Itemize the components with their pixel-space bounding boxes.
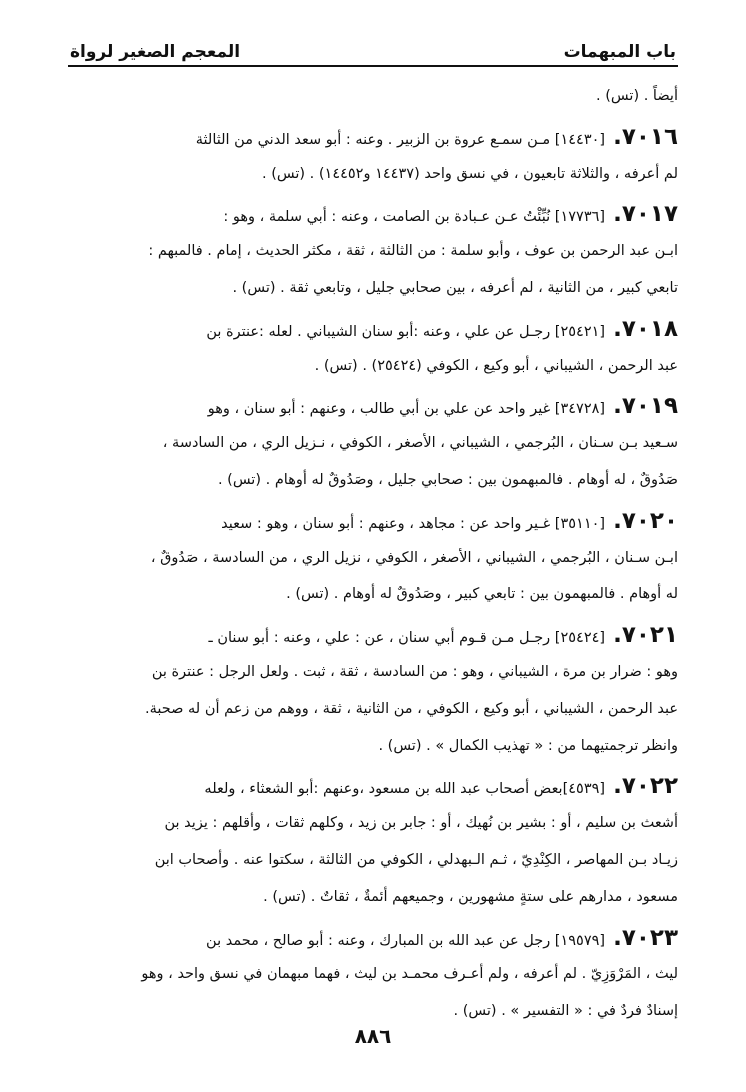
line-text: لم أعرفه ، والثلاثة تابعيون ، في نسق واحد (١٤٤٣٧ و١٤٤٥٢) . (تس) .: [261, 165, 678, 182]
text-line: [68, 78, 678, 115]
text-line: [68, 425, 678, 462]
text-line: [68, 576, 678, 613]
line-text: سـعيد بـن سـنان ، البُرجمي ، الشيباني ، الأصغر ، الكوفي ، نـزيل الري ، من السادسة ،: [162, 435, 678, 452]
entry-first-line: [68, 119, 678, 156]
line-text: إسنادٌ فردٌ في : « التفسير » . (تس) .: [453, 1003, 678, 1020]
entry-first-line: [68, 388, 678, 425]
entry-first-line: [68, 617, 678, 654]
text-line: [68, 233, 678, 270]
entry-number: ٧٠١٦.: [613, 123, 678, 150]
line-text: له أوهام . فالمبهمون بين : تابعي كبير ، وصَدُوقٌ له أوهام . (تس) .: [286, 586, 678, 603]
entry-first-line: [68, 503, 678, 540]
text-line: [68, 462, 678, 499]
text-line: [68, 654, 678, 691]
line-text: عبد الرحمن ، الشيباني ، أبو وكيع ، الكوفي ، من الثانية ، ثقة ، ووهم من زعم أن له صحبة.: [144, 700, 678, 717]
entry-number: ٧٠١٨.: [613, 315, 678, 342]
line-text: ابـن عبد الرحمن بن عوف ، وأبو سلمة : من الثالثة ، ثقة ، مكثر الحديث ، إمام . فالمبهم :: [148, 243, 678, 260]
line-text: زيـاد بـن المهاصر ، الكِنْدِيّ ، ثـم الـبهدلي ، الكوفي من الثالثة ، سكتوا عنه . وأصحاب ابن: [154, 851, 678, 868]
line-text: [٣٤٧٢٨] غير واحد عن علي بن أبي طالب ، وعنهم : أبو سنان ، وهو: [207, 401, 606, 418]
page-header: [70, 34, 676, 62]
text-line: [68, 348, 678, 385]
text-line: [68, 728, 678, 765]
line-text: ليث ، المَرْوَزِيّ . لم أعرفه ، ولم أعـرف محمـد بن ليث ، فهما مبهمان في نسق واحد ، وهو: [141, 966, 678, 983]
line-text: عبد الرحمن ، الشيباني ، أبو وكيع ، الكوفي (٢٥٤٢٤) . (تس) .: [314, 357, 678, 374]
text-line: [68, 540, 678, 577]
line-text: أشعث بن سليم ، أو : بشير بن نُهيك ، أو : جابر بن زيد ، وكلهم ثقات ، وأقلهم : يزيد بن: [164, 815, 678, 832]
text-line: [68, 842, 678, 879]
line-text: [٢٥٤٢٤] رجـل مـن قـوم أبي سنان ، عن : علي ، وعنه : أبو سنان ـ: [208, 630, 606, 647]
entry-first-line: [68, 311, 678, 348]
line-text: [٤٥٣٩]بعض أصحاب عبد الله بن مسعود ،وعنهم :أبو الشعثاء ، ولعله: [204, 781, 606, 798]
line-text: وانظر ترجمتيهما من : « تهذيب الكمال » . (تس) .: [378, 737, 678, 754]
line-text: تابعي كبير ، من الثانية ، لم أعرفه ، بين صحابي جليل ، وتابعي ثقة . (تس) .: [232, 279, 678, 296]
text-line: [68, 270, 678, 307]
text-line: [68, 805, 678, 842]
entry-first-line: [68, 920, 678, 957]
line-text: [١٤٤٣٠] مـن سمـع عروة بن الزبير . وعنه : أبو سعد الدني من الثالثة: [195, 131, 606, 148]
text-line: [68, 156, 678, 193]
text-line: [68, 879, 678, 916]
line-text: أيضاً . (تس) .: [596, 88, 678, 104]
line-text: [٣٥١١٠] غـير واحد عن : مجاهد ، وعنهم : أبو سنان ، وهو : سعيد: [221, 515, 606, 532]
entry-number: ٧٠٢١.: [613, 622, 678, 649]
entry-number: ٧٠١٩.: [613, 393, 678, 420]
line-text: صَدُوقٌ ، له أوهام . فالمبهمون بين : صحابي جليل ، وصَدُوقٌ له أوهام . (تس) .: [217, 471, 678, 488]
entry-number: ٧٠٢٢.: [613, 773, 678, 800]
header-rule: [68, 65, 678, 67]
line-text: [٢٥٤٢١] رجـل عن علي ، وعنه :أبو سنان الشيباني . لعله :عنترة بن: [206, 323, 606, 340]
entry-first-line: [68, 768, 678, 805]
line-text: [١٩٥٧٩] رجل عن عبد الله بن المبارك ، وعنه : أبو صالح ، محمد بن: [206, 932, 606, 949]
line-text: ابـن سـنان ، البُرجمي ، الشيباني ، الأصغر ، الكوفي ، نزيل الري ، من السادسة ، صَدُوقٌ ،: [150, 549, 678, 566]
chapter-title: باب المبهمات: [563, 42, 676, 62]
entry-number: ٧٠٢٠.: [613, 507, 678, 534]
text-line: [68, 691, 678, 728]
entry-number: ٧٠٢٣.: [613, 924, 678, 951]
line-text: مسعود ، مدارهم على ستةٍ مشهورين ، وجميعهم أئمةٌ ، ثقاتٌ . (تس) .: [263, 888, 678, 905]
book-title: المعجم الصغير لرواة: [70, 42, 241, 62]
entry-number: ٧٠١٧.: [613, 201, 678, 228]
line-text: [١٧٧٣٦] نُبِّئْتُ عـن عـبادة بن الصامت ، وعنه : أبي سلمة ، وهو :: [223, 209, 606, 226]
text-line: [68, 956, 678, 993]
page-body: [68, 78, 678, 1030]
page-number: ٨٨٦: [354, 1024, 392, 1048]
line-text: وهو : ضرار بن مرة ، الشيباني ، وهو : من السادسة ، ثقة ، ثبت . ولعل الرجل : عنترة بن: [151, 663, 678, 680]
entry-first-line: [68, 196, 678, 233]
